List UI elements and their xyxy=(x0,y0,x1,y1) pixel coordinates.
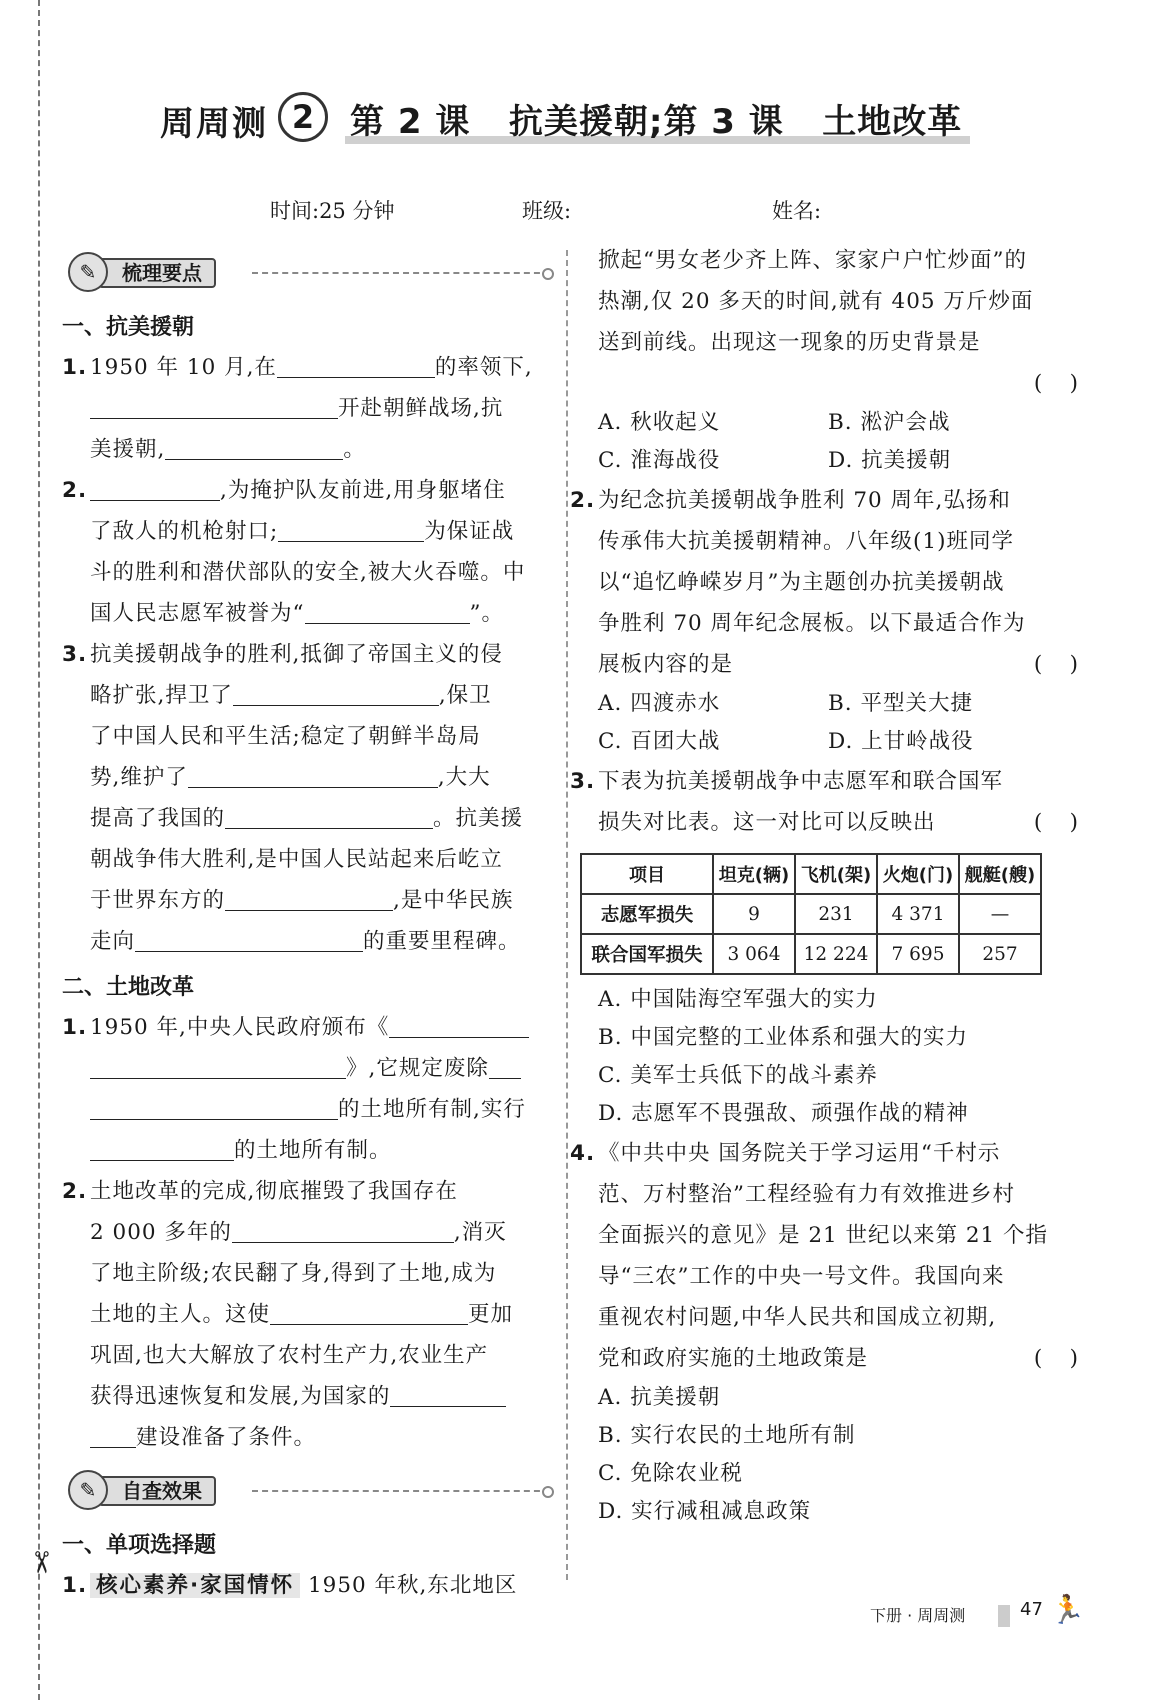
footer-text: 下册 · 周周测 xyxy=(870,1606,966,1625)
title-row xyxy=(160,92,980,148)
answer-blank[interactable] xyxy=(270,1297,468,1325)
option-b[interactable]: B. 实行农民的土地所有制 xyxy=(598,1423,856,1448)
footer-bar xyxy=(998,1605,1010,1627)
option-a[interactable]: A. 抗美援朝 xyxy=(598,1385,721,1410)
lesson-title: 第 2 课 抗美援朝;第 3 课 土地改革 xyxy=(350,102,963,142)
right-column xyxy=(570,240,1078,1531)
option-a[interactable]: A. 秋收起义 xyxy=(598,410,721,435)
question-fill-1: 1. 1950 年 10 月,在 的率领下, 开赴朝鲜战场,抗 美援朝, 。 xyxy=(62,347,550,470)
class-label: 班级: xyxy=(522,199,572,223)
option-a[interactable]: A. 四渡赤水 xyxy=(598,691,721,716)
answer-blank[interactable] xyxy=(90,1420,136,1448)
answer-blank[interactable] xyxy=(233,678,439,706)
answer-blank[interactable] xyxy=(90,1133,234,1161)
table-cell: 联合国军损失 xyxy=(581,934,713,974)
table-cell: 4 371 xyxy=(877,894,959,934)
question-fill-2: 2. ,为掩护队友前进,用身躯堵住 了敌人的机枪射口; 为保证战 斗的胜利和潜伏部队的安全,被大火吞噬。中 国人民志愿军被誉为“ ”。 xyxy=(62,470,550,634)
answer-paren[interactable]: ( ) xyxy=(1033,1346,1078,1371)
answer-blank[interactable] xyxy=(135,924,363,952)
option-c[interactable]: C. 淮海战役 xyxy=(598,448,721,473)
table-cell: 257 xyxy=(959,934,1041,974)
option-d[interactable]: D. 实行减租减息政策 xyxy=(598,1499,812,1524)
column-divider xyxy=(566,250,568,1580)
section-title: 一、单项选择题 xyxy=(62,1533,217,1558)
scissors-icon: ✂ xyxy=(23,1549,59,1576)
loss-comparison-table xyxy=(580,853,1042,975)
choice-options-3 xyxy=(586,981,1078,1133)
answer-paren[interactable]: ( ) xyxy=(1033,371,1078,396)
banner-dashed-line xyxy=(252,1490,550,1492)
table-cell: 12 224 xyxy=(795,934,877,974)
notebook-pen-icon: ✎ xyxy=(68,1470,108,1510)
choice-options-2 xyxy=(586,685,1078,761)
choice-question-2: 2. 为纪念抗美援朝战争胜利 70 周年,弘扬和 传承伟大抗美援朝精神。八年级(1)班同学 以“追忆峥嵘岁月”为主题创办抗美援朝战 争胜利 70 周年纪念展板。以下最适合作为 展板内容的是 ( ) xyxy=(570,480,1078,685)
time-label: 时间:25 分钟 xyxy=(270,199,395,223)
section-title: 一、抗美援朝 xyxy=(62,315,195,340)
option-c[interactable]: C. 美军士兵低下的战斗素养 xyxy=(598,1063,878,1088)
answer-blank[interactable] xyxy=(489,1051,521,1079)
page-footer xyxy=(870,1593,1085,1631)
table-header-row xyxy=(581,854,1041,894)
option-d[interactable]: D. 志愿军不畏强敌、顽强作战的精神 xyxy=(598,1101,969,1126)
cut-line xyxy=(38,0,40,1700)
answer-blank[interactable] xyxy=(90,391,338,419)
answer-blank[interactable] xyxy=(90,1051,346,1079)
banner-label: 自查效果 xyxy=(98,1476,216,1506)
option-d[interactable]: D. 上甘岭战役 xyxy=(828,729,974,754)
competency-tag: 核心素养·家国情怀 xyxy=(90,1573,300,1598)
week-badge: 2 xyxy=(278,92,328,142)
name-label: 姓名: xyxy=(772,199,822,223)
question-fill-land-2: 2. 土地改革的完成,彻底摧毁了我国存在 2 000 多年的 ,消灭 了地主阶级;农民翻了身,得到了土地,成为 土地的主人。这使 更加 巩固,也大大解放了农村生产力,农业生产 获得迅速恢复和发展,为国家的 建设准备了条件。 xyxy=(62,1179,514,1450)
answer-blank[interactable] xyxy=(305,596,470,624)
answer-blank[interactable] xyxy=(278,514,424,542)
table-header: 火炮(门) xyxy=(877,854,959,894)
answer-blank[interactable] xyxy=(389,1010,529,1038)
table-cell: 7 695 xyxy=(877,934,959,974)
choice-question-1-cont: 掀起“男女老少齐上阵、家家户户忙炒面”的 热潮,仅 20 多天的时间,就有 405 万斤炒面 送到前线。出现这一现象的历史背景是 ( ) xyxy=(586,240,1078,404)
answer-paren[interactable]: ( ) xyxy=(1033,810,1078,835)
answer-blank[interactable] xyxy=(90,1092,338,1120)
left-column xyxy=(62,240,550,1606)
section-banner-selfcheck xyxy=(62,1468,550,1512)
answer-blank[interactable] xyxy=(90,473,220,501)
answer-paren[interactable]: ( ) xyxy=(1033,652,1078,677)
choice-question-4: 4. 《中共中央 国务院关于学习运用“千村示 范、万村整治”工程经验有力有效推进乡村 全面振兴的意见》是 21 世纪以来第 21 个指 导“三农”工作的中央一号文件。我国向来 重视农村问题,中华人民共和国成立初期, 党和政府实施的土地政策是 ( ) xyxy=(570,1133,1078,1379)
option-b[interactable]: B. 平型关大捷 xyxy=(828,691,973,716)
banner-label: 梳理要点 xyxy=(98,258,216,288)
answer-blank[interactable] xyxy=(390,1379,506,1407)
banner-dashed-line xyxy=(252,272,550,274)
table-row xyxy=(581,894,1041,934)
option-b[interactable]: B. 中国完整的工业体系和强大的实力 xyxy=(598,1025,968,1050)
table-header: 项目 xyxy=(581,854,713,894)
table-header: 舰艇(艘) xyxy=(959,854,1041,894)
choice-options-1 xyxy=(586,404,1078,480)
table-header: 飞机(架) xyxy=(795,854,877,894)
table-header: 坦克(辆) xyxy=(713,854,795,894)
option-a[interactable]: A. 中国陆海空军强大的实力 xyxy=(598,987,878,1012)
option-d[interactable]: D. 抗美援朝 xyxy=(828,448,952,473)
table-cell: 志愿军损失 xyxy=(581,894,713,934)
answer-blank[interactable] xyxy=(225,801,433,829)
option-b[interactable]: B. 淞沪会战 xyxy=(828,410,951,435)
table-cell: 9 xyxy=(713,894,795,934)
table-cell: — xyxy=(959,894,1041,934)
section-banner-review xyxy=(62,250,550,294)
choice-question-1-start: 1. 核心素养·家国情怀 1950 年秋,东北地区 xyxy=(62,1573,518,1598)
notebook-pen-icon: ✎ xyxy=(68,252,108,292)
brand-title: 周周测 xyxy=(160,104,268,144)
answer-blank[interactable] xyxy=(232,1215,454,1243)
page-number: 47 xyxy=(1020,1599,1043,1620)
answer-blank[interactable] xyxy=(165,432,343,460)
question-fill-3: 3. 抗美援朝战争的胜利,抵御了帝国主义的侵 略扩张,捍卫了 ,保卫 了中国人民和平生活;稳定了朝鲜半岛局 势,维护了 ,大大 提高了我国的 。抗美援 朝战争伟大胜利,是中国人民站起来后屹立 于世界东方的 ,是中华民族 走向 的重要里程碑。 xyxy=(62,642,524,954)
option-c[interactable]: C. 免除农业税 xyxy=(598,1461,743,1486)
option-c[interactable]: C. 百团大战 xyxy=(598,729,721,754)
section-title: 二、土地改革 xyxy=(62,975,195,1000)
choice-question-3: 3. 下表为抗美援朝战争中志愿军和联合国军 损失对比表。这一对比可以反映出 ( ) xyxy=(570,761,1078,843)
runner-icon: 🏃 xyxy=(1050,1593,1085,1626)
table-row xyxy=(581,934,1041,974)
question-fill-land-1: 1. 1950 年,中央人民政府颁布《 》,它规定废除 的土地所有制,实行 的土地所有制。 xyxy=(62,1007,550,1171)
answer-blank[interactable] xyxy=(277,350,435,378)
choice-options-4 xyxy=(586,1379,1078,1531)
answer-blank[interactable] xyxy=(225,883,393,911)
answer-blank[interactable] xyxy=(188,760,438,788)
table-cell: 3 064 xyxy=(713,934,795,974)
table-cell: 231 xyxy=(795,894,877,934)
